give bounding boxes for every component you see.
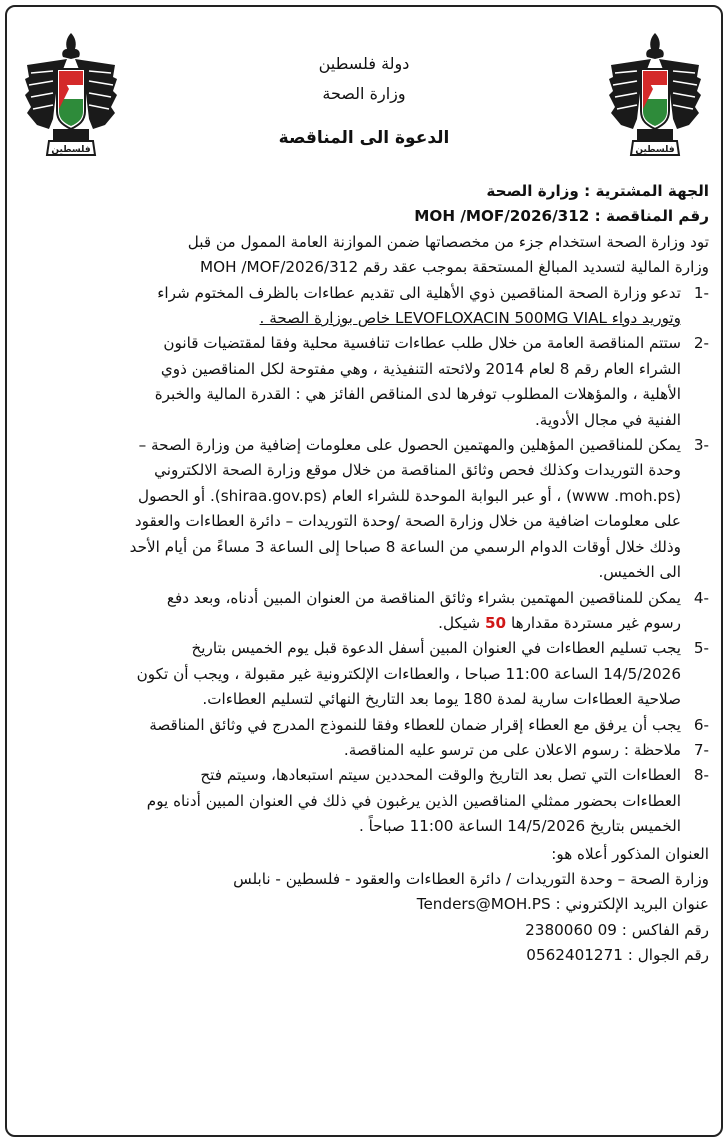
- item-line: وتوريد دواء LEVOFLOXACIN 500MG VIAL خاص بوزارة الصحة .: [259, 309, 681, 328]
- item-number: -2: [693, 334, 709, 353]
- list-item: [19, 713, 709, 738]
- email-address[interactable]: Tenders@MOH.PS: [416, 895, 551, 914]
- list-item: [19, 433, 709, 585]
- buyer-line: [19, 179, 709, 204]
- tender-number: MOH /MOF/2026/312: [414, 207, 590, 226]
- email-label: عنوان البريد الإلكتروني :: [555, 895, 709, 914]
- item-number: -7: [693, 740, 709, 759]
- address-label: العنوان المذكور أعلاه هو:: [551, 844, 709, 863]
- item-line: الأهلية ، والمؤهلات المطلوب توفرها لدى المناقص الفائز هي : القدرة المالية والخبرة: [154, 385, 681, 404]
- item-line: 14/5/2026 الساعة 11:00 صباحا ، والعطاءات الإلكترونية غير مقبولة ، ويجب أن تكون: [136, 664, 681, 683]
- tender-number-line: [19, 204, 709, 229]
- palestinian-eagle-emblem-icon: [23, 29, 119, 165]
- state-name: دولة فلسطين: [318, 54, 410, 73]
- address-block: [19, 842, 709, 969]
- item-number: -6: [693, 715, 709, 734]
- item-line: الى الخميس.: [598, 563, 681, 582]
- fax-line: [19, 918, 709, 943]
- fee-amount: 50: [484, 613, 507, 632]
- fax-number: 2380060 09: [525, 920, 617, 939]
- fax-label: رقم الفاكس :: [621, 920, 709, 939]
- item-number: -4: [693, 588, 709, 607]
- tender-announcement-page: [5, 5, 723, 1137]
- item-line: العطاءات التي تصل بعد التاريخ والوقت المحددين سيتم استبعادها، وسيتم فتح: [200, 766, 681, 785]
- emblem-seal-text: فلسطين: [51, 145, 91, 155]
- item-line: تدعو وزارة الصحة المناقصين ذوي الأهلية الى تقديم عطاءات بالظرف المختوم شراء: [157, 283, 681, 302]
- list-item: [19, 636, 709, 712]
- item-number: -1: [693, 283, 709, 302]
- tender-number-label: رقم المناقصة :: [594, 207, 709, 226]
- item-number: -8: [693, 766, 709, 785]
- item-line: وحدة التوريدات وكذلك فحص وثائق المناقصة من خلال موقع وزارة الصحة الالكتروني: [154, 461, 681, 480]
- buyer-label: الجهة المشترية :: [584, 182, 709, 200]
- item-line: صلاحية العطاءات سارية لمدة 180 يوما بعد التاريخ النهائي لتسليم العطاءات.: [202, 690, 681, 709]
- list-item: [19, 586, 709, 637]
- email-line: [19, 892, 709, 917]
- mobile-line: [19, 943, 709, 968]
- list-item: [19, 763, 709, 839]
- emblem-seal-text: فلسطين: [635, 145, 675, 155]
- item-line: يجب تسليم العطاءات في العنوان المبين أسفل الدعوة قبل يوم الخميس بتاريخ: [191, 639, 681, 658]
- intro-line: وزارة المالية لتسديد المبالغ المستحقة بموجب عقد رقم MOH /MOF/2026/312: [200, 258, 709, 277]
- mobile-label: رقم الجوال :: [627, 946, 709, 965]
- address-line: وزارة الصحة – وحدة التوريدات / دائرة العطاءات والعقود - فلسطين - نابلس: [233, 869, 709, 888]
- document-header: [157, 49, 571, 153]
- item-line: (www .moh.ps) ، أو عبر البوابة الموحدة للشراء العام (shiraa.gov.ps). أو الحصول: [138, 486, 681, 505]
- item-number: -3: [693, 436, 709, 455]
- item-line: على معلومات اضافية من خلال وزارة الصحة /وحدة التوريدات – دائرة العطاءات والعقود: [134, 512, 681, 531]
- buyer-value: وزارة الصحة: [486, 182, 579, 200]
- item-line: وذلك خلال أوقات الدوام الرسمي من الساعة 8 صباحا إلى الساعة 3 مساءً من أيام الأحد: [129, 537, 681, 556]
- list-item: [19, 281, 709, 332]
- item-line: يمكن للمناقصين المؤهلين والمهتمين الحصول على معلومات إضافية من وزارة الصحة –: [138, 436, 681, 455]
- list-item: [19, 738, 709, 763]
- item-line: يجب أن يرفق مع العطاء إقرار ضمان للعطاء وفقا للنموذج المدرج في وثائق المناقصة: [149, 715, 681, 734]
- item-line: ستتم المناقصة العامة من خلال طلب عطاءات تنافسية محلية وفقا لمقتضيات قانون: [163, 334, 681, 353]
- item-line: ملاحظة : رسوم الاعلان على من ترسو عليه المناقصة.: [343, 740, 681, 759]
- document-body: [19, 179, 709, 969]
- ministry-name: وزارة الصحة: [322, 84, 406, 103]
- palestinian-eagle-emblem-icon: [607, 29, 703, 165]
- item-line: الفنية في مجال الأدوية.: [534, 410, 681, 429]
- item-number: -5: [693, 639, 709, 658]
- item-line: العطاءات بحضور ممثلي المناقصين الذين يرغبون في ذلك في العنوان المبين أدناه يوم: [146, 791, 681, 810]
- item-line-fee: رسوم غير مستردة مقدارها 50 شيكل.: [438, 613, 681, 632]
- document-title: الدعوة الى المناقصة: [278, 128, 450, 148]
- item-line: الخميس بتاريخ 14/5/2026 الساعة 11:00 صباحاً .: [359, 817, 681, 836]
- list-item: [19, 331, 709, 433]
- intro-line: تود وزارة الصحة استخدام جزء من مخصصاتها ضمن الموازنة العامة الممول من قبل: [187, 232, 709, 251]
- mobile-number: 0562401271: [526, 946, 623, 965]
- item-line: يمكن للمناقصين المهتمين بشراء وثائق المناقصة من العنوان المبين أدناه، وبعد دفع: [166, 588, 681, 607]
- item-line: الشراء العام رقم 8 لعام 2014 ولائحته التنفيذية ، وهي مفتوحة لكل المناقصين ذوي: [160, 359, 681, 378]
